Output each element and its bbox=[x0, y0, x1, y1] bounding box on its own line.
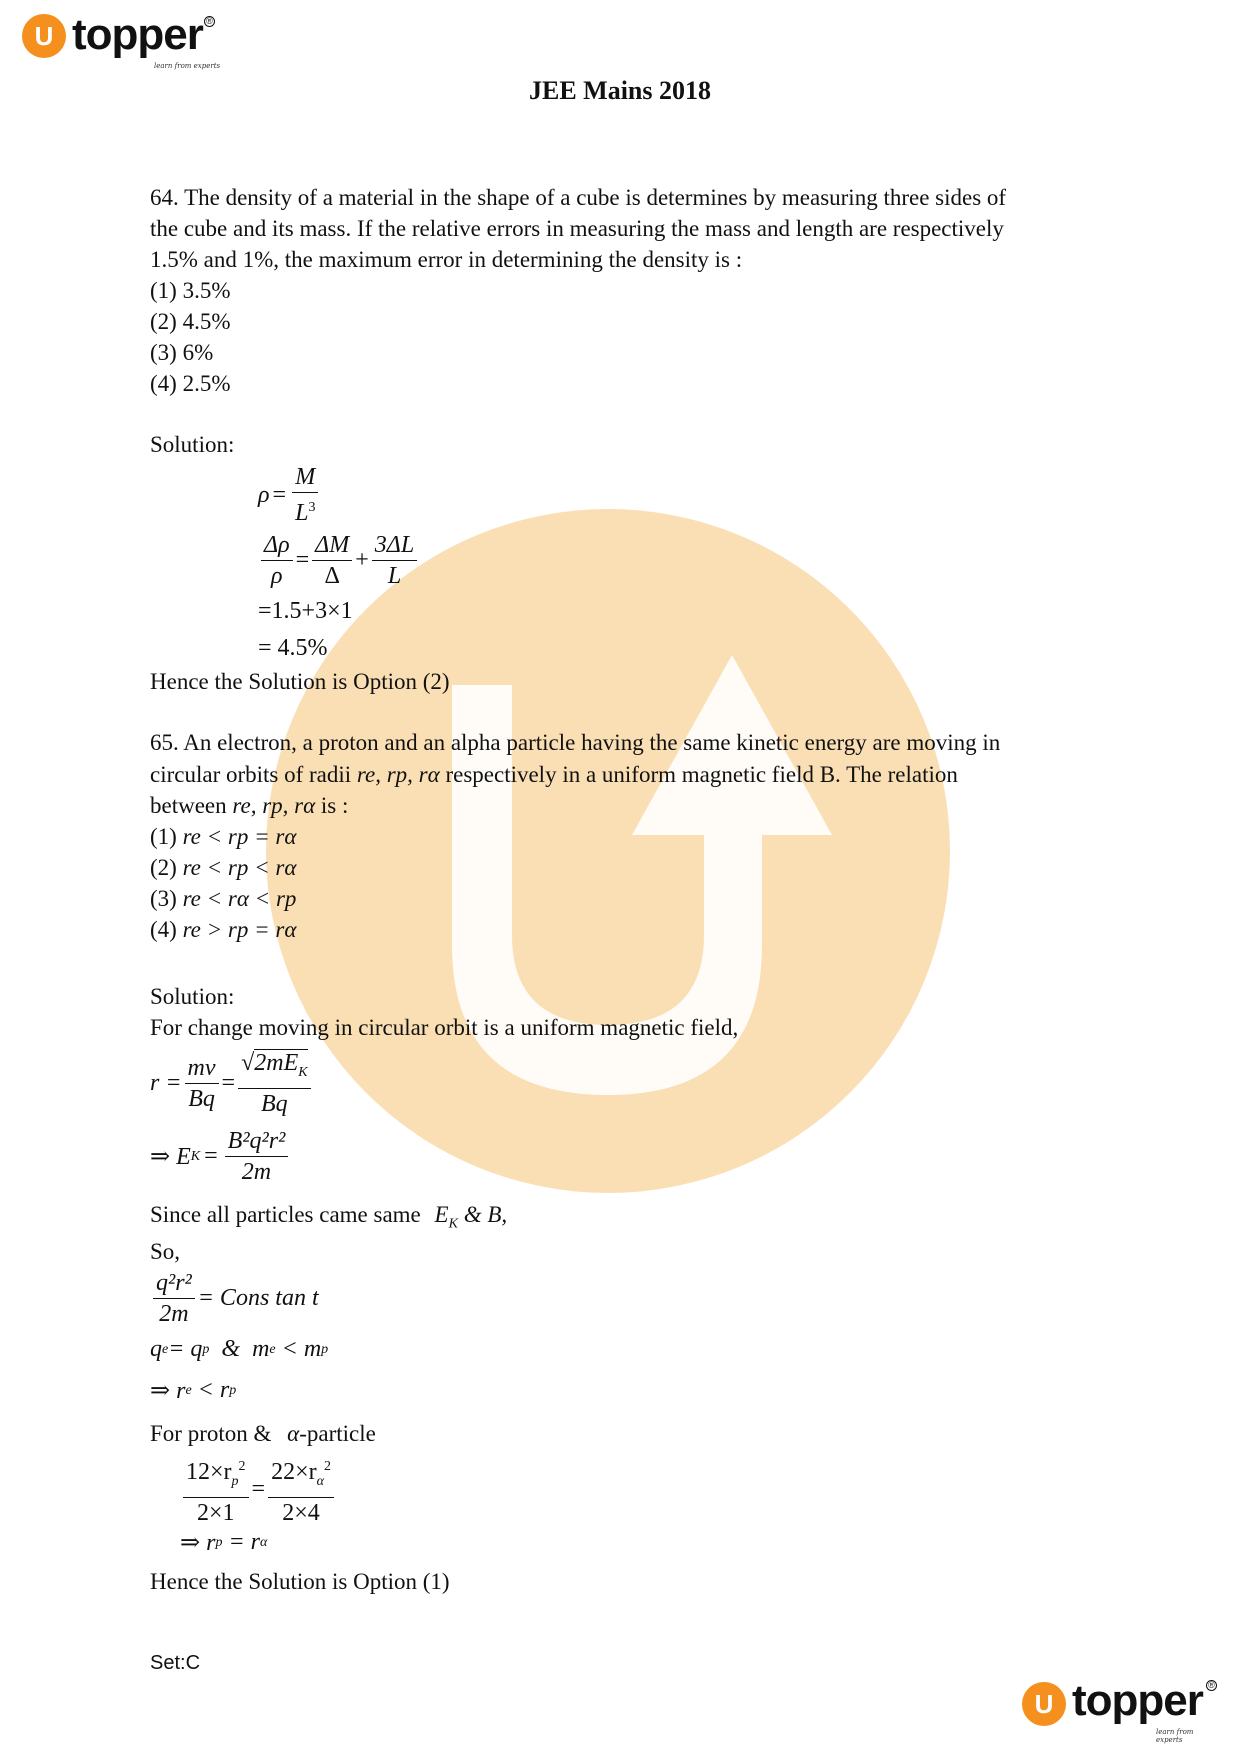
q64-eq-relative-error: $\frac{\Delta\rho}{\rho}$ = $\frac{\Delta M}{\Delta}$ + $\frac{3\Delta L}{L}$ bbox=[258, 530, 420, 591]
q65-eq-charge-mass: q e = q p & m e < m p bbox=[150, 1336, 329, 1362]
q65-option-4: (4) re > rp = rα bbox=[150, 917, 297, 942]
q65-proton-line: For proton & α-particle bbox=[150, 1421, 376, 1446]
page-title: JEE Mains 2018 bbox=[528, 76, 712, 105]
q65-so: So, bbox=[150, 1239, 181, 1264]
q65-eq-radius: r = $\frac{mv}{Bq}$ = $\frac{√2mE_K}{Bq}$ bbox=[150, 1048, 314, 1119]
q65-eq-kinetic-energy: ⇒ E K = $\frac{\text{B²q²r²}}{2m}$ bbox=[150, 1126, 291, 1187]
registered-mark-icon: ® bbox=[204, 16, 215, 27]
q65-option-1: (1) re < rp = rα bbox=[150, 824, 297, 849]
logo-wordmark: topper bbox=[72, 10, 203, 59]
q64-line-3: 1.5% and 1%, the maximum error in determining the density is : bbox=[150, 247, 743, 272]
footer-logo-badge-icon: U bbox=[1022, 1682, 1066, 1726]
q65-line-3: between re, rp, rα is : bbox=[150, 793, 349, 818]
watermark-logo bbox=[262, 505, 954, 1197]
q64-eq-density: ρ = $\frac{M}{L^3}$ bbox=[258, 462, 321, 528]
q65-since-line: Since all particles came same $E_K$ & B, bbox=[150, 1202, 508, 1232]
q65-conclusion: Hence the Solution is Option (1) bbox=[150, 1569, 450, 1594]
q64-option-2: (2) 4.5% bbox=[150, 309, 231, 334]
q65-intro: For change moving in circular orbit is a uniform magnetic field, bbox=[150, 1015, 739, 1040]
logo-badge-icon: U bbox=[22, 14, 66, 58]
q65-eq-rp-eq-ralpha: ⇒ r p = r α bbox=[180, 1529, 268, 1556]
q64-option-1: (1) 3.5% bbox=[150, 278, 231, 303]
footer-logo bbox=[1022, 1676, 1222, 1744]
q65-solution-label: Solution: bbox=[150, 984, 235, 1009]
q64-conclusion: Hence the Solution is Option (2) bbox=[150, 669, 450, 694]
footer-registered-mark-icon: ® bbox=[1206, 1680, 1217, 1691]
q64-option-4: (4) 2.5% bbox=[150, 371, 231, 396]
q65-option-3: (3) re < rα < rp bbox=[150, 886, 297, 911]
q64-eq-line-3: =1.5+3×1 bbox=[258, 598, 353, 624]
q65-line-2: circular orbits of radii re, rp, rα respectively in a uniform magnetic field B. The relation bbox=[150, 762, 958, 787]
logo-tagline: learn from experts bbox=[154, 62, 221, 70]
q64-eq-line-4: = 4.5% bbox=[258, 635, 328, 661]
set-label: Set:C bbox=[150, 1652, 201, 1674]
footer-logo-wordmark: topper bbox=[1072, 1676, 1203, 1725]
q65-line-1: 65. An electron, a proton and an alpha particle having the same kinetic energy are moving in bbox=[150, 730, 1001, 755]
q64-line-1: 64. The density of a material in the shape of a cube is determines by measuring three sides of bbox=[150, 185, 1007, 210]
q64-solution-label: Solution: bbox=[150, 432, 235, 457]
q65-eq-re-lt-rp: ⇒ r e < r p bbox=[150, 1377, 237, 1404]
square-root-icon: √ bbox=[241, 1050, 255, 1076]
q65-eq-constant: $\frac{\text{q²r²}}{2m}$ = Cons tan t bbox=[150, 1268, 319, 1329]
q65-option-2: (2) re < rp < rα bbox=[150, 855, 297, 880]
footer-logo-tagline: learn from experts bbox=[1156, 1728, 1194, 1744]
header-logo bbox=[22, 10, 222, 74]
q65-eq-proton-alpha: $\frac{12\times r_p^2}{2\times 1}$ = $\frac{22\times r_\alpha^2}{2\times 4}$ bbox=[180, 1452, 337, 1528]
q64-line-2: the cube and its mass. If the relative errors in measuring the mass and length are respectively bbox=[150, 216, 1004, 241]
q64-option-3: (3) 6% bbox=[150, 340, 214, 365]
